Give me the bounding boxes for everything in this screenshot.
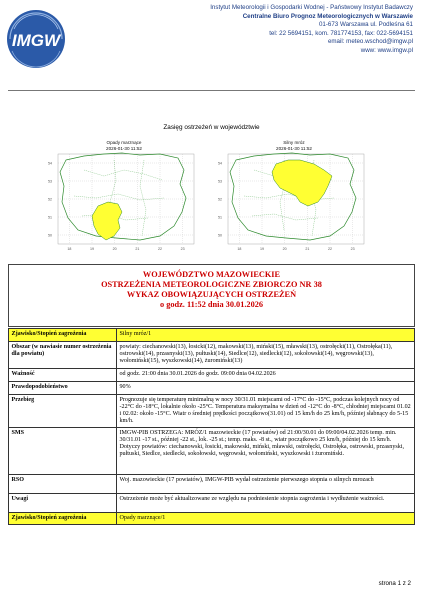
map-lon-label: 20 (282, 247, 287, 251)
row-value: IMGW-PIB OSTRZEGA: MRÓZ/1 mazowieckie (17 powiatów) od 21:00/30.01 do 09:00/04.02.2026 temp. min. 30/31.01 -17 st., później -22 st., lok. -25 st.; temp. maks. -8 st., wiatr początkowo 25 km/h, później do 15 km/h. Dotyczy powiatów: ciechanowski, łosicki, makowski, miński, mławski, ostrołęcki, Ostrołęka, ostrowski, przasnyski, pułtuski, Siedlce, siedlecki, sokołowski, węgrowski, wołomiński, wyszkowski i żuromiński. (117, 428, 415, 475)
map-lon-label: 21 (135, 247, 140, 251)
row-value: Ostrzeżenie może być aktualizowane ze względu na podniesienie stopnia zagrożenia i wydłużenie ważności. (117, 494, 415, 513)
table-row (9, 342, 415, 369)
row-key: Zjawisko/Stopień zagrożenia (9, 329, 117, 342)
map-lat-label: 53 (48, 179, 52, 184)
table-row (9, 428, 415, 475)
table-row (9, 494, 415, 513)
map-lat-label: 51 (48, 215, 52, 220)
warning-region: WOJEWÓDZTWO MAZOWIECKIE (142, 270, 281, 279)
imgw-logo (6, 9, 66, 69)
map-lon-label: 23 (350, 247, 355, 251)
map-severe-frost (214, 140, 374, 252)
map-lat-label: 52 (48, 197, 52, 202)
map-lat-label: 54 (48, 161, 52, 166)
svg-text:IMGW: IMGW (11, 31, 61, 50)
row-value: powiaty: ciechanowski(13), łosicki(12), makowski(13), miński(15), mławski(13), ostrołęcki(11), Ostrołęka(11), ostrowski(14), przasnyski(13), pułtuski(14), Siedlce(12), siedlecki(12), sokołowski(14), węgrowski(13), wołomiński(15), wyszkowski(14), żuromiński(13) (117, 342, 415, 369)
map-caption (44, 140, 204, 151)
row-value: 90% (117, 382, 415, 395)
header-line: 01-673 Warszawa ul. Podleśna 61 (318, 21, 413, 29)
map-datetime: 2026-01-30 11:52 (276, 145, 312, 151)
map-lat-label: 52 (218, 197, 222, 202)
map-lon-label: 20 (112, 247, 117, 251)
row-key: Zjawisko/Stopień zagrożenia (9, 513, 117, 525)
row-key: Przebieg (9, 395, 117, 428)
map-svg (44, 140, 204, 252)
map-caption (214, 140, 374, 151)
header-line: tel: 22 5694151, kom. 781774153, fax: 022-5694151 (269, 29, 413, 37)
row-value: od godz. 21:00 dnia 30.01.2026 do godz. 09:00 dnia 04.02.2026 (117, 369, 415, 382)
row-value: Prognozuje się temperaturę minimalną w nocy 30/31.01 miejscami od -17°C do -15°C, podczas kolejnych nocy od -22°C do -18°C, lokalnie około -25°C. Temperatura maksymalna w dzień od -12°C do -8°C, chłodniej miejscami 01.02 i 02.02: około -15°C. Wiatr o średniej prędkości początkowo(31.01) od 15 km/h do 25 km/h, później słabnący do 5-15 km/h. (117, 395, 415, 428)
warning-title-box (8, 264, 415, 327)
map-lat-label: 50 (218, 233, 222, 238)
map-lon-label: 19 (260, 247, 264, 251)
warning-subheading: WYKAZ OBOWIĄZUJĄCYCH OSTRZEŻEŃ (126, 290, 297, 299)
header-line: Centralne Biuro Prognoz Meteorologicznych w Warszawie (242, 12, 413, 20)
map-svg (214, 140, 374, 252)
map-lon-label: 23 (180, 247, 185, 251)
warning-heading: OSTRZEŻENIA METEOROLOGICZNE ZBIORCZO NR 38 (101, 280, 322, 289)
warning-table (8, 328, 415, 525)
table-row (9, 369, 415, 382)
institution-header (113, 4, 413, 56)
section-title: Zasięg ostrzeżeń w województwie (163, 124, 260, 131)
header-www[interactable]: www: www.imgw.pl (360, 46, 413, 54)
map-lon-label: 22 (328, 247, 332, 251)
map-title: Opady marznące (106, 140, 142, 145)
map-lon-label: 21 (305, 247, 310, 251)
header-divider (8, 90, 415, 91)
map-lon-label: 19 (90, 247, 94, 251)
header-email[interactable]: email: meteo.wschod@imgw.pl (327, 38, 413, 46)
map-datetime: 2026-01-30 11:52 (106, 145, 142, 151)
table-row (9, 513, 415, 525)
row-value: Opady marznące/1 (117, 513, 415, 525)
row-key: Ważność (9, 369, 117, 382)
row-key: Uwagi (9, 494, 117, 513)
table-row (9, 475, 415, 494)
row-key: Obszar (w nawiasie numer ostrzeżenia dla powiatu) (9, 342, 117, 369)
map-freezing-rain (44, 140, 204, 252)
row-key: Prawdopodobieństwo (9, 382, 117, 395)
row-value: Silny mróz/1 (117, 329, 415, 342)
table-row (9, 395, 415, 428)
map-lon-label: 18 (237, 247, 242, 251)
header-line: Instytut Meteorologii i Gospodarki Wodnej - Państwowy Instytut Badawczy (210, 4, 413, 11)
row-key: RSO (9, 475, 117, 494)
map-lat-label: 54 (218, 161, 222, 166)
map-lat-label: 53 (218, 179, 222, 184)
row-value: Woj. mazowieckie (17 powiatów), IMGW-PIB wydał ostrzeżenie pierwszego stopnia o silnych mrozach (117, 475, 415, 494)
page-number: strona 1 z 2 (378, 580, 411, 587)
map-lon-label: 18 (67, 247, 72, 251)
map-lat-label: 50 (48, 233, 52, 238)
row-key: SMS (9, 428, 117, 475)
warning-timestamp: o godz. 11:52 dnia 30.01.2026 (159, 300, 264, 309)
map-lat-label: 51 (218, 215, 222, 220)
table-row (9, 382, 415, 395)
table-row (9, 329, 415, 342)
map-title: Silny mróz (283, 140, 305, 145)
map-lon-label: 22 (158, 247, 162, 251)
